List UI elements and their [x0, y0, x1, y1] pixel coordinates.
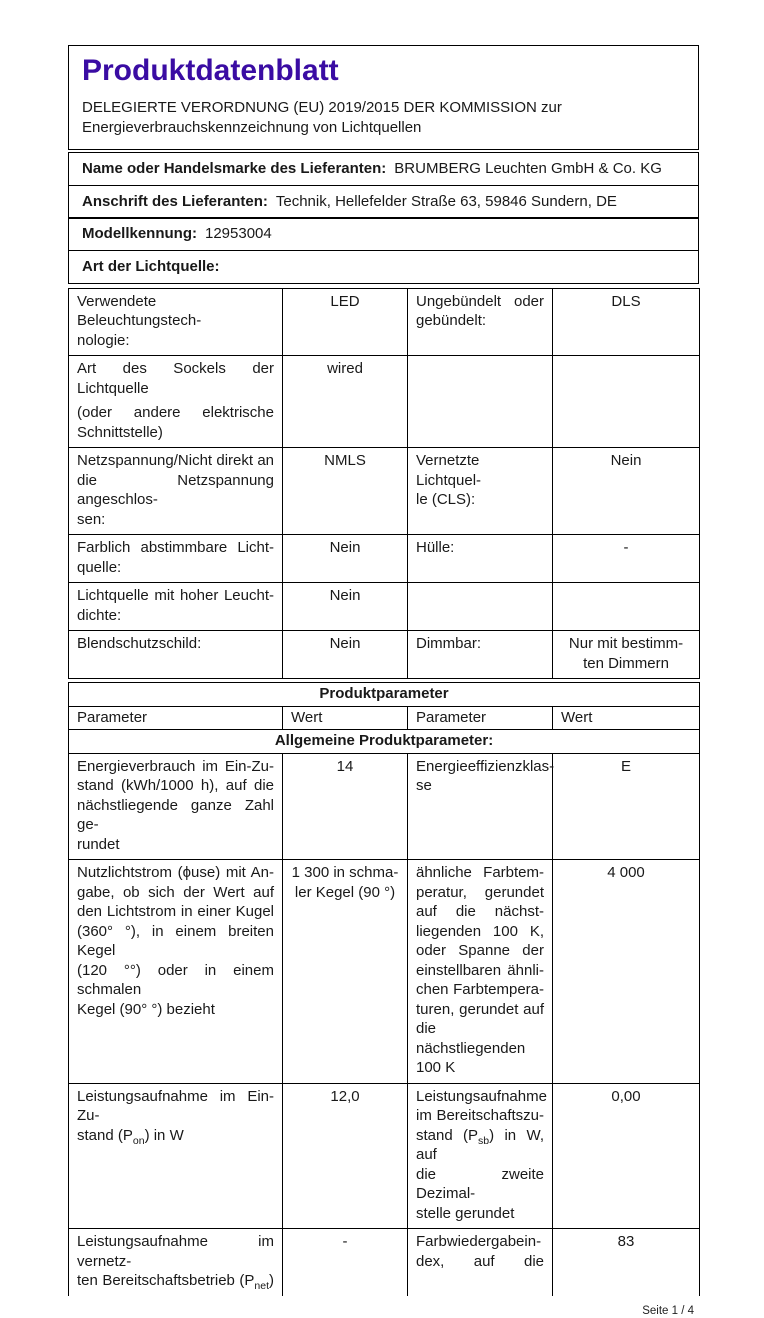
section-title: Produktparameter [69, 683, 700, 707]
value-cell: 12,0 [283, 1083, 408, 1229]
light-source-type-row [68, 250, 699, 284]
value-cell: Nein [553, 448, 700, 535]
table-header-row [69, 706, 700, 730]
param-cell: Leistungsaufnahme im Ein-Zu- stand $(P_{on})$ in W [69, 1083, 283, 1229]
table-section-row [69, 683, 700, 707]
column-header: Wert [283, 706, 408, 730]
param-cell: Art des Sockels der Lichtquelle (oder andere elektrische Schnittstelle) [69, 356, 283, 448]
param-cell: Dimmbar: [408, 631, 553, 679]
param-cell: Farbwiedergabein- dex, auf die [408, 1229, 553, 1296]
value-cell: DLS [553, 288, 700, 356]
param-cell: Ungebündelt oder gebündelt: [408, 288, 553, 356]
value-cell: 1 300 in schma- ler Kegel (90 °) [283, 860, 408, 1084]
param-cell: Energieverbrauch im Ein-Zu- stand (kWh/1000 h), auf die nächstliegende ganze Zahl ge- rundet [69, 753, 283, 860]
column-header: Wert [553, 706, 700, 730]
subsection-title: Allgemeine Produktparameter: [69, 730, 700, 754]
param-cell: Farblich abstimmbare Licht- quelle: [69, 535, 283, 583]
value-cell: - [283, 1229, 408, 1296]
value-cell: E [553, 753, 700, 860]
column-header: Parameter [408, 706, 553, 730]
value-cell: wired [283, 356, 408, 448]
param-cell: ähnliche Farbtem- peratur, gerundet auf die nächst- liegenden 100 K, oder Spanne der einstellbaren ähnli- chen Farbtempera- turen, gerundet auf die nächstliegenden 100 K [408, 860, 553, 1084]
param-cell: Vernetzte Lichtquel- le (CLS): [408, 448, 553, 535]
column-header: Parameter [69, 706, 283, 730]
value-cell [553, 583, 700, 631]
value-cell: Nein [283, 583, 408, 631]
table-row [69, 448, 700, 535]
param-cell: Nutzlichtstrom (ϕuse) mit An- gabe, ob sich der Wert auf den Lichtstrom in einer Kugel (360° °), in einem breiten Kegel (120 °°) oder in einem schmalen Kegel (90° °) bezieht [69, 860, 283, 1084]
page-title: Produktdatenblatt [82, 54, 339, 87]
supplier-name-label: Name oder Handelsmarke des Lieferanten: [82, 160, 387, 178]
page-number: Seite 1 / 4 [642, 1304, 694, 1317]
light-source-type-label: Art der Lichtquelle: [82, 257, 220, 275]
supplier-address-row [68, 185, 699, 219]
param-cell: Leistungsaufnahme im Bereitschaftszu- stand $(P_{sb})$ in W, auf die zweite Dezimal- stelle gerundet [408, 1083, 553, 1229]
value-cell: Nein [283, 535, 408, 583]
value-cell: Nein [283, 631, 408, 679]
table-row-truncated [69, 1229, 700, 1296]
param-cell: Energieeffizienzklas- se [408, 753, 553, 860]
value-cell: - [553, 535, 700, 583]
light-source-table [68, 288, 700, 680]
supplier-address-value: Technik, Hellefelder Straße 63, 59846 Sundern, DE [275, 192, 617, 210]
table-section-row [69, 730, 700, 754]
table-row [69, 753, 700, 860]
value-cell: 4 000 [553, 860, 700, 1084]
supplier-address-label: Anschrift des Lieferanten: [82, 192, 268, 210]
value-cell [553, 356, 700, 448]
regulation-text-line1: DELEGIERTE VERORDNUNG (EU) 2019/2015 DER KOMMISSION zur [82, 99, 562, 116]
param-cell [408, 356, 553, 448]
model-id-row [68, 217, 699, 251]
table-row [69, 860, 700, 1084]
value-cell: Nur mit bestimm- ten Dimmern [553, 631, 700, 679]
param-cell: Lichtquelle mit hoher Leucht- dichte: [69, 583, 283, 631]
title-block [68, 45, 699, 150]
value-cell: 83 [553, 1229, 700, 1296]
value-cell: 14 [283, 753, 408, 860]
supplier-info-section [68, 152, 699, 283]
param-cell: Blendschutzschild: [69, 631, 283, 679]
table-row [69, 356, 700, 448]
product-parameters-table [68, 682, 700, 1296]
param-cell: Netzspannung/Nicht direkt an die Netzspannung angeschlos- sen: [69, 448, 283, 535]
table-row [69, 631, 700, 679]
param-cell [408, 583, 553, 631]
model-id-value: 12953004 [205, 225, 272, 243]
value-cell: NMLS [283, 448, 408, 535]
supplier-name-value: BRUMBERG Leuchten GmbH & Co. KG [394, 160, 662, 178]
param-cell: Hülle: [408, 535, 553, 583]
regulation-text-line2: Energieverbrauchskennzeichnung von Lichtquellen [82, 119, 422, 136]
datasheet-content [68, 45, 699, 1318]
table-row [69, 535, 700, 583]
value-cell: 0,00 [553, 1083, 700, 1229]
supplier-name-row [68, 152, 699, 186]
table-row [69, 288, 700, 356]
model-id-label: Modellkennung: [82, 225, 197, 243]
table-row [69, 1083, 700, 1229]
param-cell: Verwendete Beleuchtungstech- nologie: [69, 288, 283, 356]
param-cell: Leistungsaufnahme im vernetz- ten Bereitschaftsbetrieb $(P_{net})$ [69, 1229, 283, 1296]
table-row [69, 583, 700, 631]
value-cell: LED [283, 288, 408, 356]
